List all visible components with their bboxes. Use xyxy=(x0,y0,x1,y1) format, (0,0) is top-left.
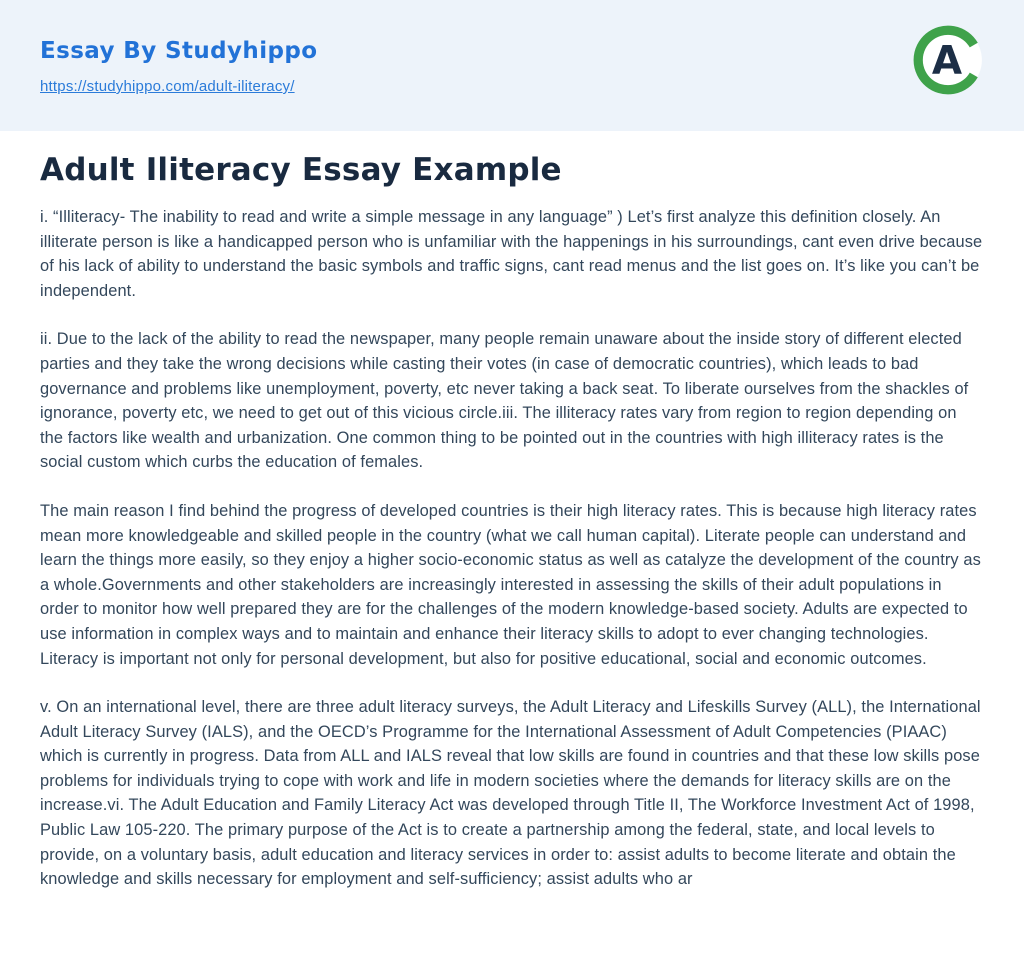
page-header xyxy=(0,0,1024,131)
studyhippo-logo[interactable] xyxy=(910,22,986,98)
essay-paragraph: The main reason I find behind the progress of developed countries is their high literacy rates. This is because high literacy rates mean more knowledgeable and skilled people in the country (what we call human capital). Literate people can understand and learn the things more easily, so they enjoy a higher socio-economic status as well as catalyze the development of the country as a whole.Governments and other stakeholders are increasingly interested in assessing the skills of their adult populations in order to monitor how well prepared they are for the challenges of the modern knowledge-based society. Adults are expected to use information in complex ways and to maintain and enhance their literacy skills to adopt to ever changing technologies. Literacy is important not only for personal development, but also for positive educational, social and economic outcomes. xyxy=(40,501,981,668)
article xyxy=(0,131,1024,892)
header-text-block xyxy=(40,38,317,96)
essay-paragraph: v. On an international level, there are three adult literacy surveys, the Adult Literacy and Lifeskills Survey (ALL), the International Adult Literacy Survey (IALS), and the OECD’s Programme for the International Assessment of Adult Competencies (PIAAC) which is currently in progress. Data from ALL and IALS reveal that low skills are found in countries and that these low skills pose problems for individuals trying to cope with work and life in modern societies where the demands for literacy skills are on the increase.vi. The Adult Education and Family Literacy Act was developed through Title II, The Workforce Investment Act of 1998, Public Law 105-220. The primary purpose of the Act is to create a partnership among the federal, state, and local levels to provide, on a voluntary basis, adult education and literacy services in order to: assist adults to become literate and obtain the knowledge and skills necessary for employment and self-sufficiency; assist adults who ar xyxy=(40,698,981,889)
essay-body xyxy=(40,205,984,892)
article-title: Adult Iliteracy Essay Example xyxy=(40,152,562,188)
site-title: Essay By Studyhippo xyxy=(40,38,318,64)
essay-paragraph: ii. Due to the lack of the ability to read the newspaper, many people remain unaware about the inside story of different elected parties and they take the wrong decisions while casting their votes (in case of democratic countries), which leads to bad governance and problems like unemployment, poverty, etc never taking a back seat. To liberate ourselves from the shackles of ignorance, poverty etc, we need to get out of this vicious circle.iii. The illiteracy rates vary from region to region depending on the factors like wealth and urbanization. One common thing to be pointed out in the countries with high illiteracy rates is the social custom which curbs the education of females. xyxy=(40,330,969,472)
site-url-link[interactable]: https://studyhippo.com/adult-iliteracy/ xyxy=(40,78,295,95)
logo-letter: A xyxy=(931,38,963,84)
essay-paragraph: i. “Illiteracy- The inability to read and write a simple message in any language” ) Let’s first analyze this definition closely. An illiterate person is like a handicapped person who is unfamiliar with the happenings in his surroundings, cant even drive because of his lack of ability to understand the basic symbols and traffic signs, cant read menus and the list goes on. It’s like you can’t be independent. xyxy=(40,208,983,300)
